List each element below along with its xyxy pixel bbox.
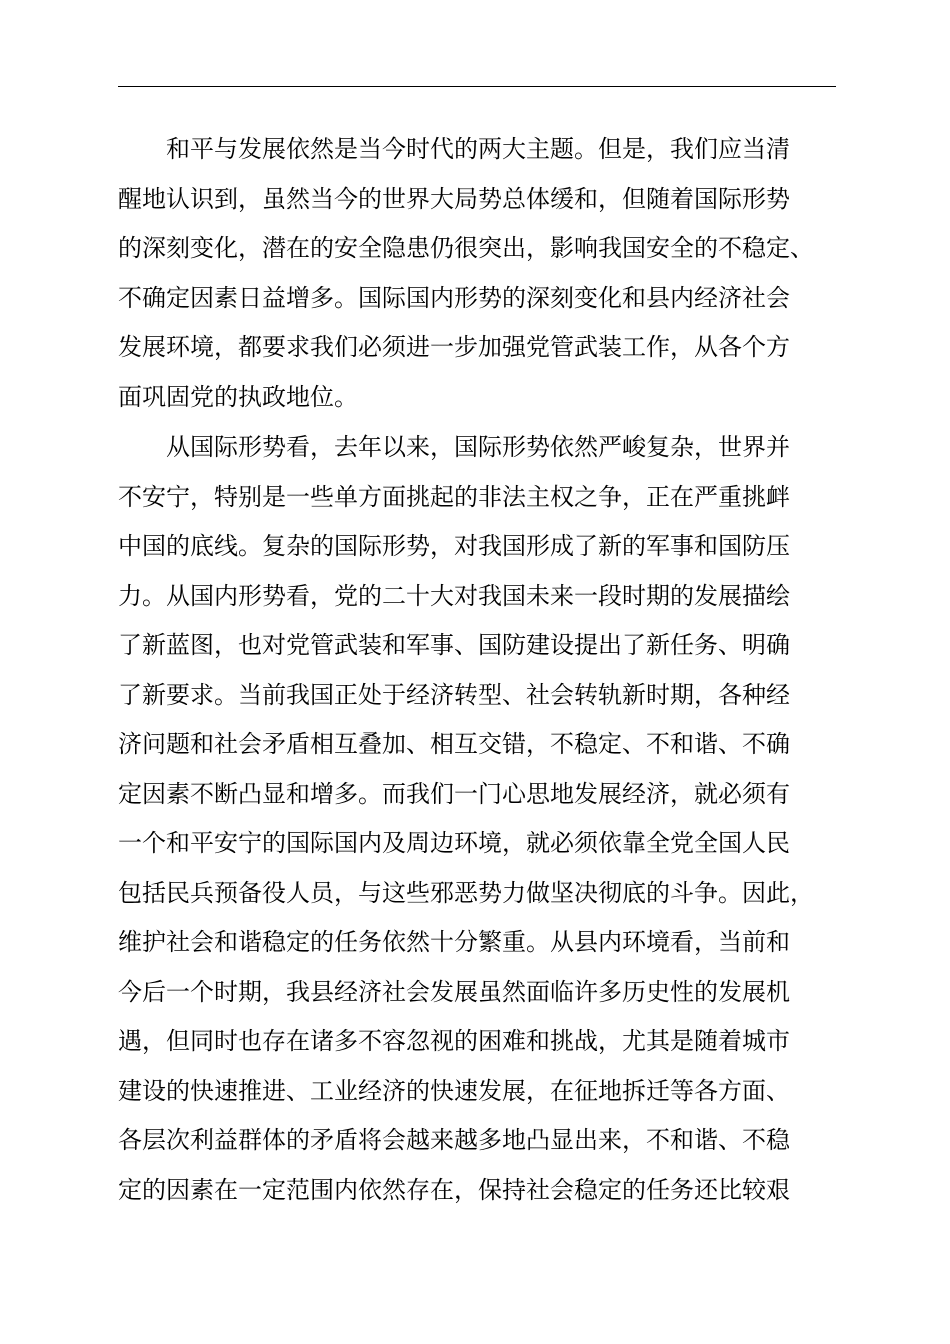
paragraph-2-line-4: 力。从国内形势看，党的二十大对我国未来一段时期的发展描绘 <box>118 582 790 610</box>
paragraph-2-line-7: 济问题和社会矛盾相互叠加、相互交错，不稳定、不和谐、不确 <box>118 730 790 758</box>
paragraph-2-line-15: 各层次利益群体的矛盾将会越来越多地凸显出来，不和谐、不稳 <box>118 1126 790 1154</box>
paragraph-2-line-5: 了新蓝图，也对党管武装和军事、国防建设提出了新任务、明确 <box>118 631 790 659</box>
paragraph-2-line-8: 定因素不断凸显和增多。而我们一门心思地发展经济，就必须有 <box>118 780 790 808</box>
paragraph-1-line-6: 面巩固党的执政地位。 <box>118 383 358 411</box>
paragraph-1-line-5: 发展环境，都要求我们必须进一步加强党管武装工作，从各个方 <box>118 333 790 361</box>
paragraph-2-line-6: 了新要求。当前我国正处于经济转型、社会转轨新时期，各种经 <box>118 681 790 709</box>
paragraph-1-line-3: 的深刻变化，潜在的安全隐患仍很突出，影响我国安全的不稳定、 <box>118 234 814 262</box>
paragraph-2-line-12: 今后一个时期，我县经济社会发展虽然面临许多历史性的发展机 <box>118 978 790 1006</box>
paragraph-2-line-16: 定的因素在一定范围内依然存在，保持社会稳定的任务还比较艰 <box>118 1176 790 1204</box>
paragraph-2-line-11: 维护社会和谐稳定的任务依然十分繁重。从县内环境看，当前和 <box>118 928 790 956</box>
paragraph-2-line-13: 遇，但同时也存在诸多不容忽视的困难和挑战，尤其是随着城市 <box>118 1027 790 1055</box>
header-rule <box>118 86 836 87</box>
paragraph-2-line-10: 包括民兵预备役人员，与这些邪恶势力做坚决彻底的斗争。因此， <box>118 879 814 907</box>
paragraph-1-line-1: 和平与发展依然是当今时代的两大主题。但是，我们应当清 <box>166 135 790 163</box>
paragraph-2-line-9: 一个和平安宁的国际国内及周边环境，就必须依靠全党全国人民 <box>118 829 790 857</box>
paragraph-2-line-1: 从国际形势看，去年以来，国际形势依然严峻复杂，世界并 <box>166 433 790 461</box>
paragraph-1-line-2: 醒地认识到，虽然当今的世界大局势总体缓和，但随着国际形势 <box>118 185 790 213</box>
paragraph-1-line-4: 不确定因素日益增多。国际国内形势的深刻变化和县内经济社会 <box>118 284 790 312</box>
paragraph-2-line-3: 中国的底线。复杂的国际形势，对我国形成了新的军事和国防压 <box>118 532 790 560</box>
paragraph-2-line-14: 建设的快速推进、工业经济的快速发展，在征地拆迁等各方面、 <box>118 1077 790 1105</box>
paragraph-2-line-2: 不安宁，特别是一些单方面挑起的非法主权之争，正在严重挑衅 <box>118 483 790 511</box>
